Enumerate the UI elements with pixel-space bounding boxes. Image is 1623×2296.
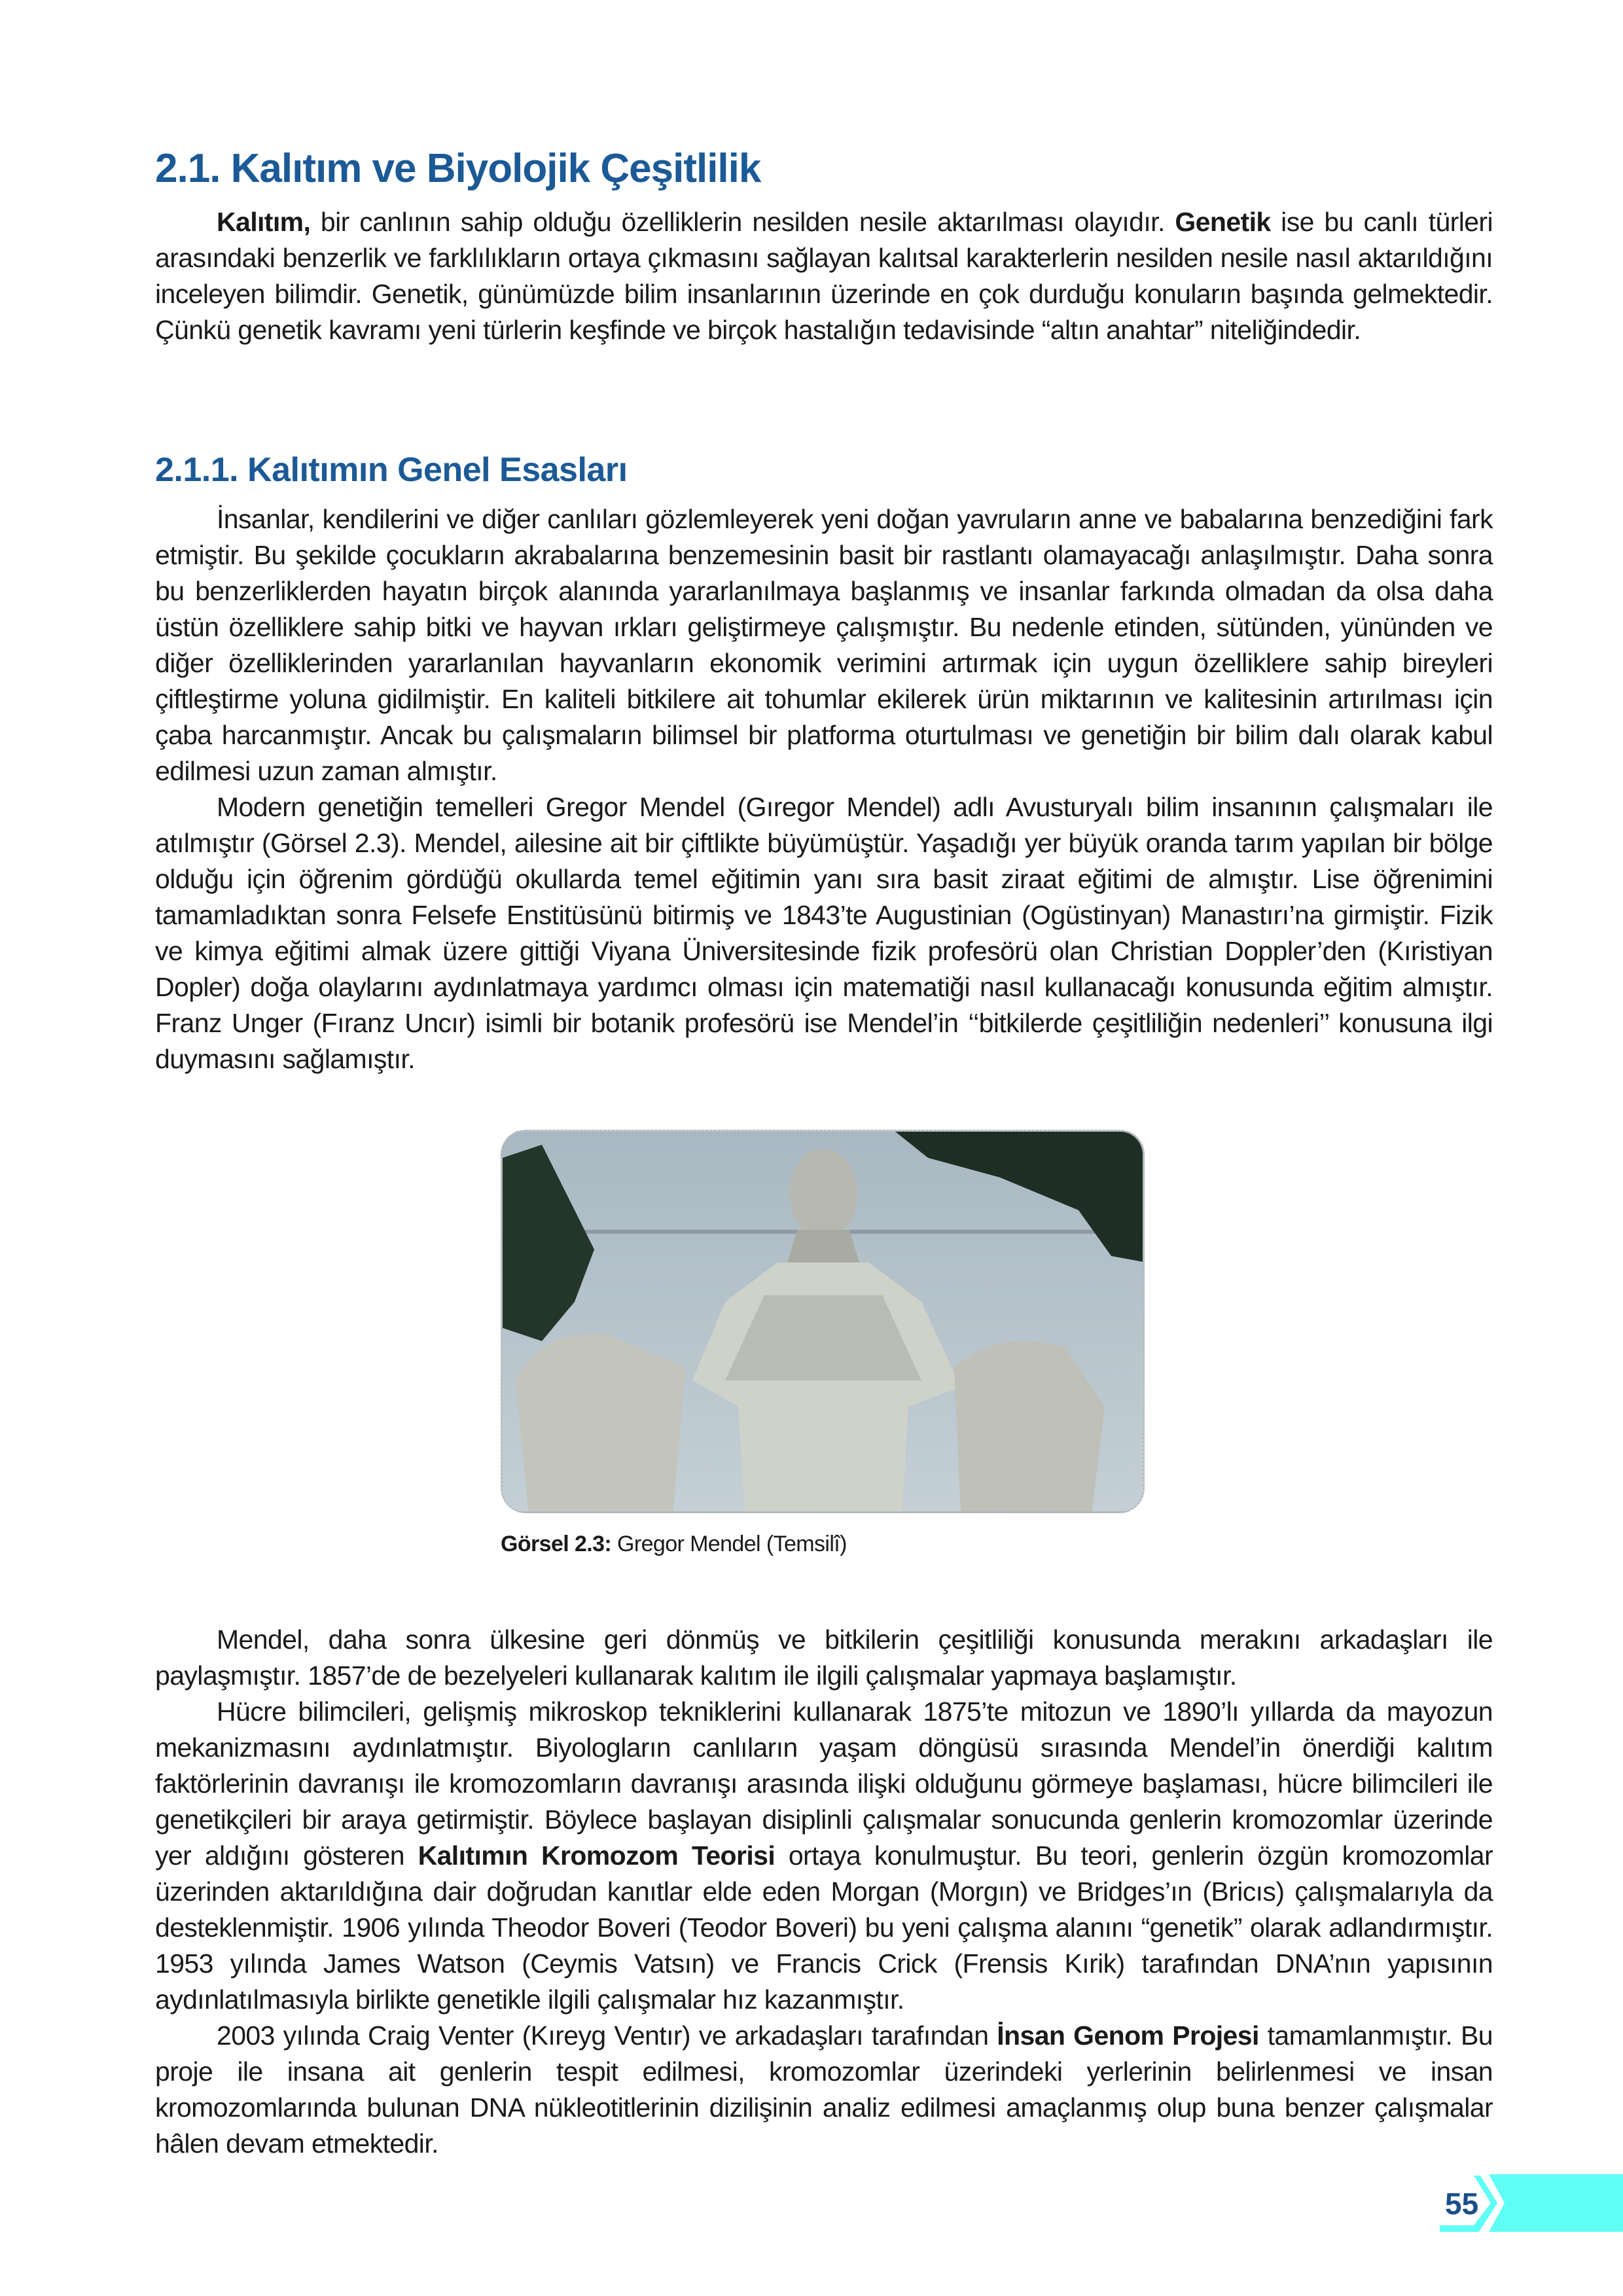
paragraph-text: İnsanlar, kendilerini ve diğer canlıları gözlemleyerek yeni doğan yavruların anne ve babalarına benzediğini fark etmiştir. Bu şekilde çocukların akrabalarına benzemesinin basit bir rastlantı olamayacağı anlaşılmıştır. Daha sonra bu benzerliklerden hayatın birçok alanında yararlanılmaya başlanmış ve insanlar farkında olmadan da olsa daha üstün özelliklere sahip bitki ve hayvan ırkları geliştirmeye çalışmıştır. Bu nedenle etinden, sütünden, yününden ve diğer özelliklerinden yararlanılan hayvanların ekonomik verimini artırmak için uygun özelliklere sahip bireyleri çiftleştirme yoluna gidilmiştir. En kaliteli bitkilere ait tohumlar ekilerek ürün miktarının ve kalitesinin artırılması için çaba harcanmıştır. Ancak bu çalışmaların bilimsel bir platforma oturtulması ve genetiğin bir bilim dalı olarak kabul edilmesi uzun zaman almıştır. <box>155 504 1493 786</box>
section-intro <box>155 204 1493 348</box>
bold-term: Genetik <box>1175 207 1271 237</box>
paragraph <box>155 1622 1493 1694</box>
paragraph <box>155 1694 1493 2018</box>
paragraph-text: Mendel, daha sonra ülkesine geri dönmüş ve bitkilerin çeşitliliği konusunda merakını arkadaşları ile paylaşmıştır. 1857’de de bezelyeleri kullanarak kalıtım ile ilgili çalışmalar yapmaya başlamıştır. <box>155 1624 1493 1691</box>
paragraph <box>155 204 1493 348</box>
paragraph-text: Modern genetiğin temelleri Gregor Mendel (Gıregor Mendel) adlı Avusturyalı bilim insanının çalışmaları ile atılmıştır (Görsel 2.3). Mendel, ailesine ait bir çiftlikte büyümüştür. Yaşadığı yer büyük oranda tarım yapılan bir bölge olduğu için öğrenim gördüğü okullarda temel eğitimin yanı sıra basit ziraat eğitimi de almıştır. Lise öğrenimini tamamladıktan sonra Felsefe Enstitüsünü bitirmiş ve 1843’te Augustinian (Ogüstinyan) Manastırı’na girmiştir. Fizik ve kimya eğitimi almak üzere gittiği Viyana Üniversitesinde fizik profesörü olan Christian Doppler’den (Kıristiyan Dopler) doğa olaylarını aydınlatmaya yardımcı olması için matematiği nasıl kullanacağı konusunda eğitim almıştır. Franz Unger (Fıranz Uncır) isimli bir botanik profesörü ise Mendel’in ‘‘bitkilerde çeşitliliğin nedenleri’’ konusuna ilgi duymasını sağlamıştır. <box>155 792 1493 1074</box>
section-title: 2.1. Kalıtım ve Biyolojik Çeşitlilik <box>155 146 761 191</box>
paragraph-text: ise bu canlı türleri arasındaki benzerlik ve farklılıkların ortaya çıkmasını sağlayan kalıtsal karakterlerin nesilden nesile nasıl aktarıldığını inceleyen bilimdir. Genetik, günümüzde bilim insanlarının üzerinde en çok durduğu konuların başında gelmektedir. Çünkü genetik kavramı yeni türlerin keşfinde ve birçok hastalığın tedavisinde “altın anahtar” niteliğindedir. <box>155 207 1493 345</box>
paragraph-text: ortaya konulmuştur. Bu teori, genlerin özgün kromozomlar üzerinden aktarıldığına dair doğrudan kanıtlar elde eden Morgan (Morgın) ve Bridges’ın (Bricıs) çalışmalarıyla da desteklenmiştir. 1906 yılında Theodor Boveri (Teodor Boveri) bu yeni çalışma alanını “genetik” olarak adlandırmıştır. 1953 yılında James Watson (Ceymis Vatsın) ve Francis Crick (Frensis Kırik) tarafından DNA’nın yapısının aydınlatılmasıyla birlikte genetikle ilgili çalışmalar hız kazanmıştır. <box>155 1840 1493 2015</box>
bold-term: İnsan Genom Projesi <box>997 2020 1259 2051</box>
paragraph-text: 2003 yılında Craig Venter (Kıreyg Ventır) ve arkadaşları tarafından <box>217 2020 997 2051</box>
figure-label: Görsel 2.3: <box>501 1532 612 1556</box>
page-number: 55 <box>1445 2187 1479 2221</box>
subsection-title: 2.1.1. Kalıtımın Genel Esasları <box>155 451 628 489</box>
paragraph-text: bir canlının sahip olduğu özelliklerin nesilden nesile aktarılması olayıdır. <box>310 207 1175 237</box>
page-accent-bar <box>1489 2174 1623 2232</box>
subsection-body-bottom <box>155 1622 1493 2162</box>
figure-caption <box>501 1532 847 1557</box>
bold-term: Kalıtımın Kromozom Teorisi <box>418 1840 776 1871</box>
paragraph-text: tamamlanmıştır. Bu proje ile insana ait genlerin tespit edilmesi, kromozomlar üzerindeki yerlerinin belirlenmesi ve insan kromozomlarında bulunan DNA nükleotitlerinin dizilişinin analiz edilmesi amaçlanmış olup buna benzer çalışmalar hâlen devam etmektedir. <box>155 2020 1493 2159</box>
paragraph <box>155 2018 1493 2162</box>
subsection-body-top <box>155 501 1493 1077</box>
bold-term: Kalıtım, <box>217 207 311 237</box>
figure-caption-text: Gregor Mendel (Temsilî) <box>611 1532 847 1556</box>
paragraph <box>155 501 1493 789</box>
mendel-statue-image <box>501 1130 1145 1513</box>
paragraph-text: Hücre bilimcileri, gelişmiş mikroskop tekniklerini kullanarak 1875’te mitozun ve 1890’lı yıllarda da mayozun mekanizmasını aydınlatmıştır. Biyologların canlıların yaşam döngüsü sırasında Mendel’in önerdiği kalıtım faktörlerinin davranışı ile kromozomların davranışı arasında ilişki olduğunu görmeye başlaması, hücre bilimcileri ile genetikçileri bir araya getirmiştir. Böylece başlayan disiplinli çalışmalar sonucunda genlerin kromozomlar üzerinde yer aldığını gösteren <box>155 1696 1493 1871</box>
paragraph <box>155 789 1493 1077</box>
statue-illustration <box>503 1132 1145 1513</box>
